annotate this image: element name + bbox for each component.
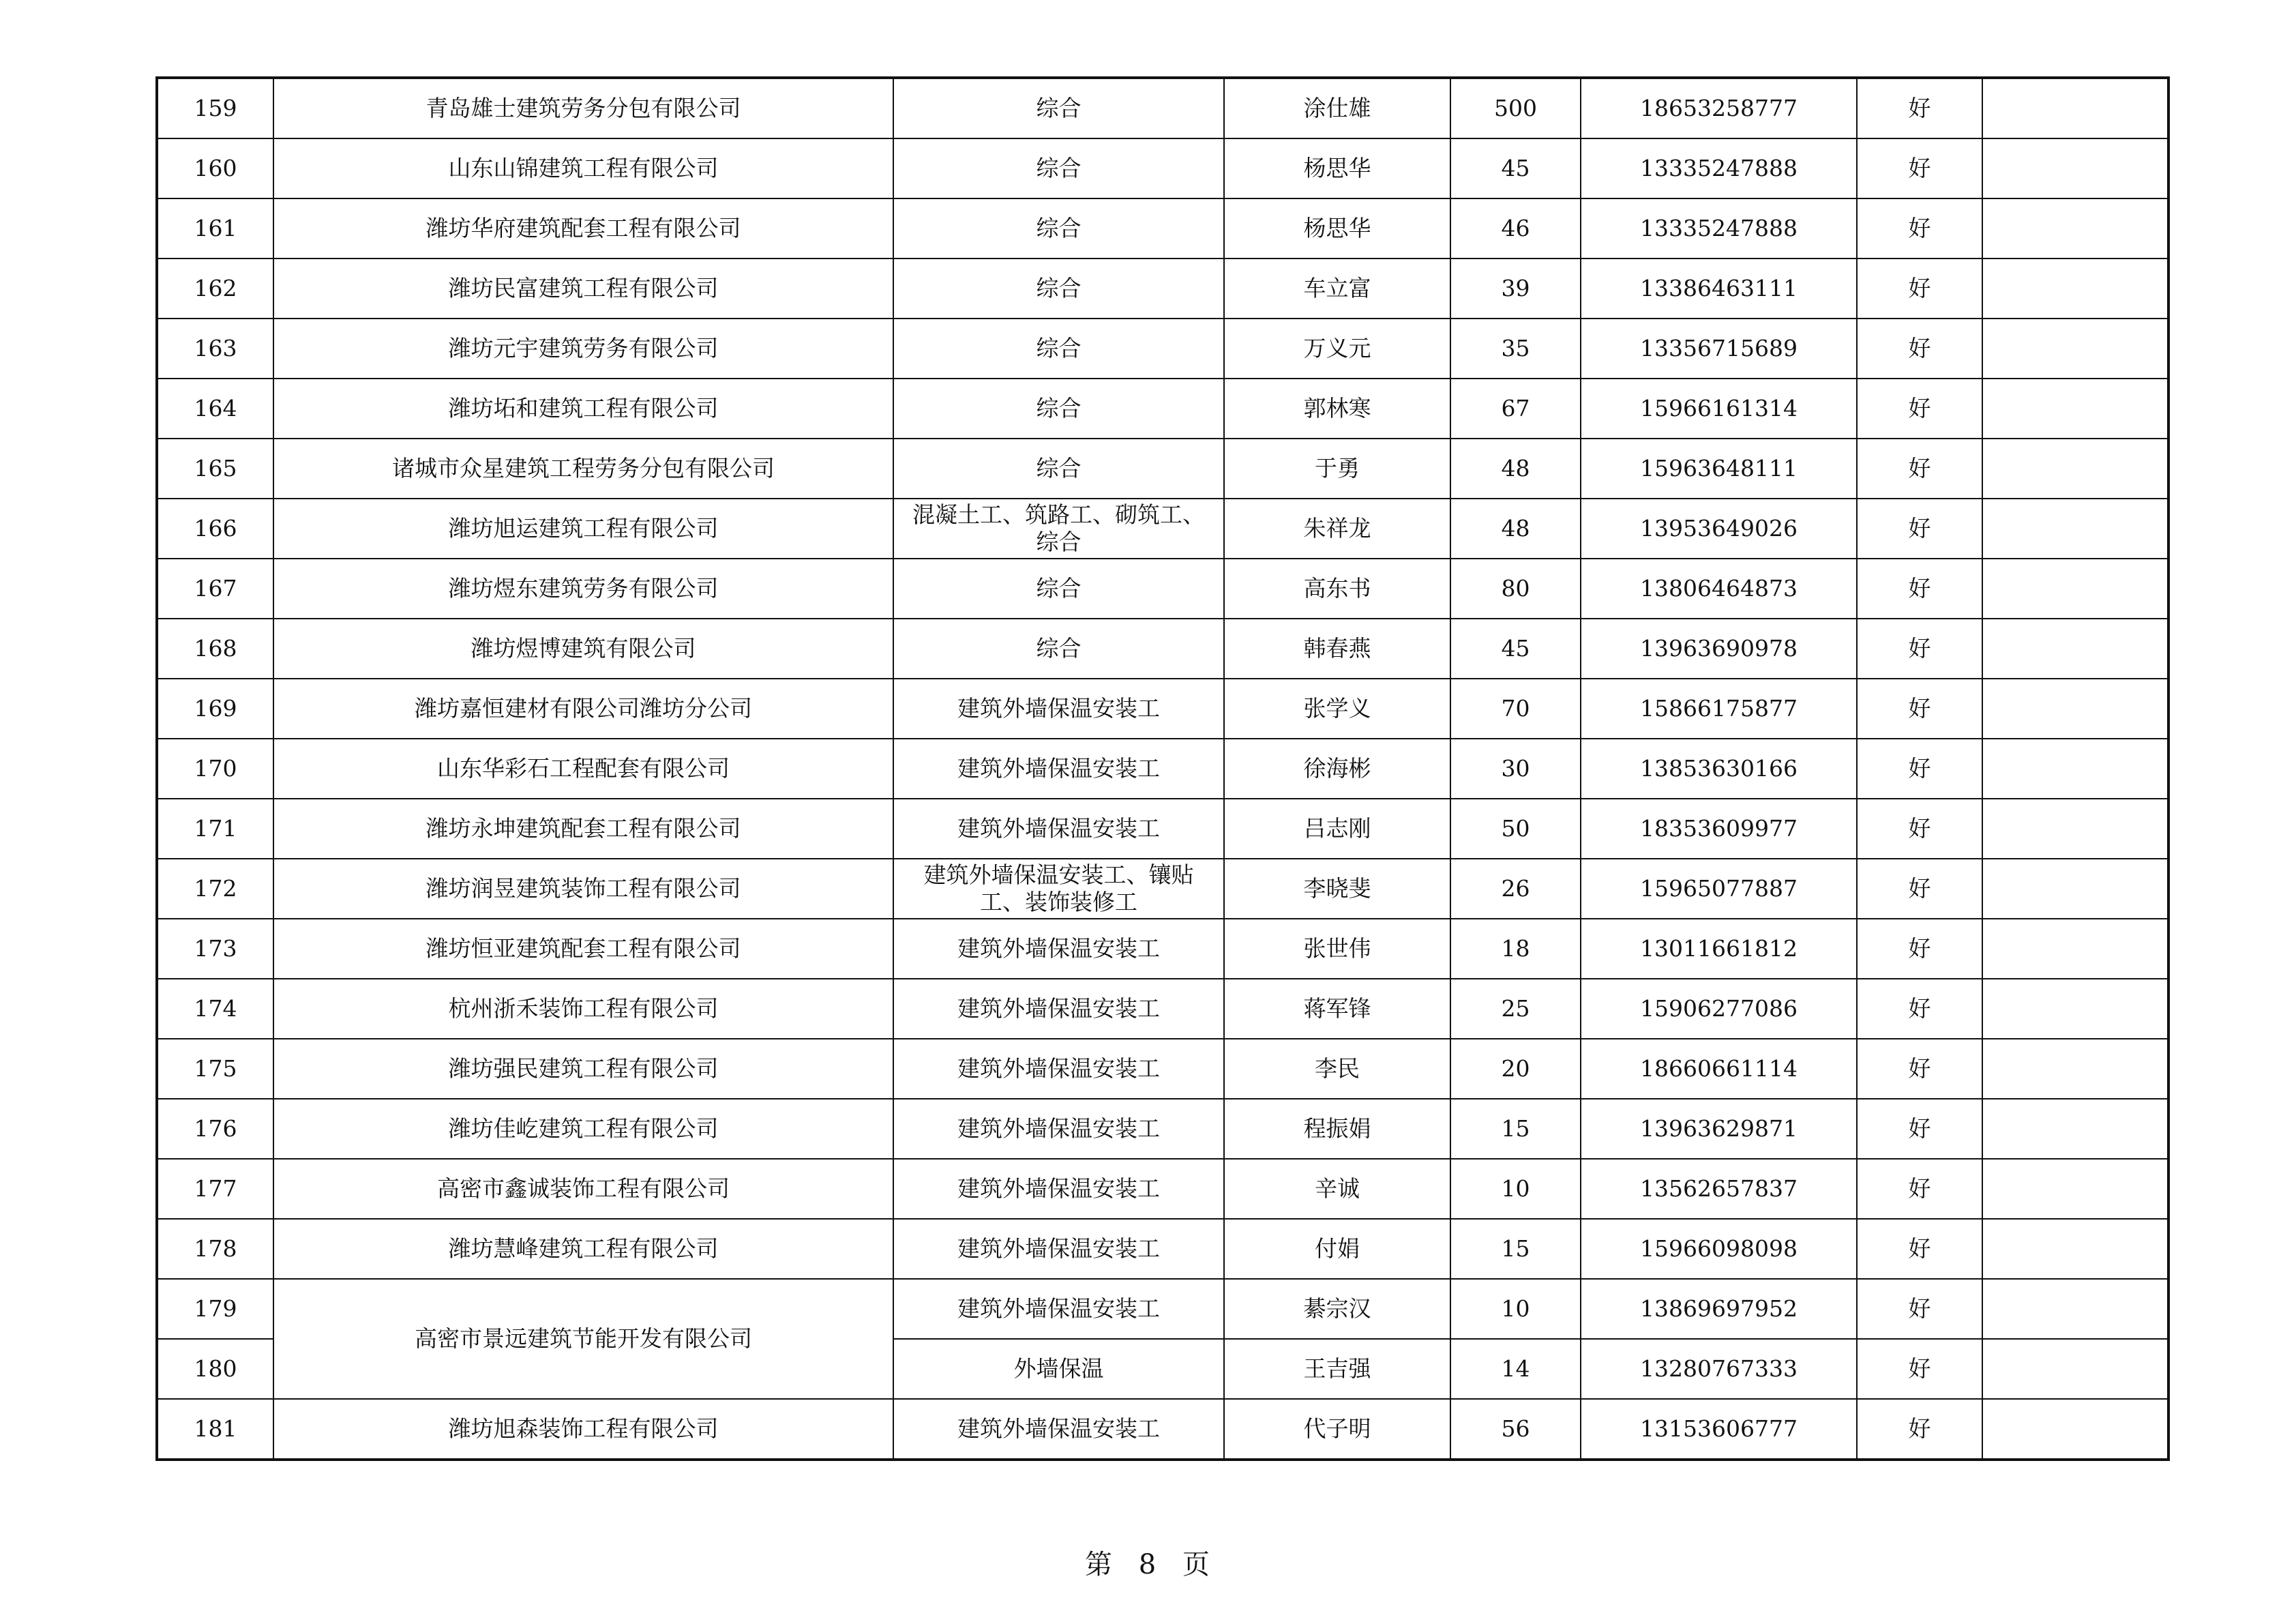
rating-cell: 好 (1857, 1039, 1982, 1099)
contact-person-cell: 王吉强 (1224, 1339, 1450, 1399)
rating-cell: 好 (1857, 1099, 1982, 1159)
trade-cell: 建筑外墙保温安装工 (893, 1279, 1224, 1339)
phone-cell: 15966161314 (1581, 379, 1857, 439)
row-number-cell: 175 (157, 1039, 273, 1099)
table-row (157, 919, 2168, 979)
trade-cell: 综合 (893, 198, 1224, 259)
remarks-cell (1982, 1399, 2168, 1460)
worker-count-cell: 50 (1450, 799, 1581, 859)
worker-count-cell: 10 (1450, 1279, 1581, 1339)
rating-cell: 好 (1857, 859, 1982, 919)
remarks-cell (1982, 559, 2168, 619)
page-label-prefix: 第 (1085, 1549, 1114, 1580)
row-number-cell: 177 (157, 1159, 273, 1219)
phone-cell: 13011661812 (1581, 919, 1857, 979)
trade-cell: 建筑外墙保温安装工 (893, 1219, 1224, 1279)
worker-count-cell: 45 (1450, 138, 1581, 198)
remarks-cell (1982, 1099, 2168, 1159)
trade-cell: 建筑外墙保温安装工 (893, 739, 1224, 799)
remarks-cell (1982, 1219, 2168, 1279)
worker-count-cell: 67 (1450, 379, 1581, 439)
phone-cell: 13806464873 (1581, 559, 1857, 619)
phone-cell: 13953649026 (1581, 499, 1857, 559)
table-row (157, 1039, 2168, 1099)
phone-cell: 13562657837 (1581, 1159, 1857, 1219)
remarks-cell (1982, 259, 2168, 319)
trade-cell: 综合 (893, 379, 1224, 439)
contact-person-cell: 付娟 (1224, 1219, 1450, 1279)
worker-count-cell: 30 (1450, 739, 1581, 799)
phone-cell: 15965077887 (1581, 859, 1857, 919)
row-number-cell: 168 (157, 619, 273, 679)
table-row (157, 439, 2168, 499)
table-row (157, 799, 2168, 859)
company-name-cell: 山东山锦建筑工程有限公司 (273, 138, 893, 198)
company-name-cell: 潍坊华府建筑配套工程有限公司 (273, 198, 893, 259)
rating-cell: 好 (1857, 379, 1982, 439)
table-row (157, 499, 2168, 559)
worker-count-cell: 10 (1450, 1159, 1581, 1219)
contact-person-cell: 万义元 (1224, 319, 1450, 379)
company-name-cell: 诸城市众星建筑工程劳务分包有限公司 (273, 439, 893, 499)
remarks-cell (1982, 799, 2168, 859)
company-name-cell: 潍坊坧和建筑工程有限公司 (273, 379, 893, 439)
rating-cell: 好 (1857, 919, 1982, 979)
remarks-cell (1982, 138, 2168, 198)
phone-cell: 15963648111 (1581, 439, 1857, 499)
rating-cell: 好 (1857, 799, 1982, 859)
trade-cell: 综合 (893, 559, 1224, 619)
table-row (157, 619, 2168, 679)
contact-person-cell: 杨思华 (1224, 198, 1450, 259)
table-row (157, 559, 2168, 619)
phone-cell: 13963690978 (1581, 619, 1857, 679)
worker-count-cell: 15 (1450, 1219, 1581, 1279)
worker-count-cell: 70 (1450, 679, 1581, 739)
contact-person-cell: 车立富 (1224, 259, 1450, 319)
rating-cell: 好 (1857, 1219, 1982, 1279)
phone-cell: 15906277086 (1581, 979, 1857, 1039)
phone-cell: 13335247888 (1581, 198, 1857, 259)
company-name-cell: 高密市鑫诚装饰工程有限公司 (273, 1159, 893, 1219)
rating-cell: 好 (1857, 1339, 1982, 1399)
rating-cell: 好 (1857, 1159, 1982, 1219)
table-row (157, 859, 2168, 919)
remarks-cell (1982, 1039, 2168, 1099)
worker-count-cell: 46 (1450, 198, 1581, 259)
rating-cell: 好 (1857, 138, 1982, 198)
contact-person-cell: 涂仕雄 (1224, 78, 1450, 138)
row-number-cell: 176 (157, 1099, 273, 1159)
table-row (157, 1219, 2168, 1279)
table-row (157, 739, 2168, 799)
remarks-cell (1982, 1339, 2168, 1399)
contact-person-cell: 代子明 (1224, 1399, 1450, 1460)
row-number-cell: 173 (157, 919, 273, 979)
company-name-cell: 潍坊煜博建筑有限公司 (273, 619, 893, 679)
row-number-cell: 178 (157, 1219, 273, 1279)
row-number-cell: 162 (157, 259, 273, 319)
row-number-cell: 160 (157, 138, 273, 198)
row-number-cell: 166 (157, 499, 273, 559)
rating-cell: 好 (1857, 319, 1982, 379)
phone-cell: 13963629871 (1581, 1099, 1857, 1159)
trade-cell: 综合 (893, 619, 1224, 679)
table-row (157, 1279, 2168, 1339)
trade-cell: 建筑外墙保温安装工 (893, 799, 1224, 859)
trade-cell: 外墙保温 (893, 1339, 1224, 1399)
remarks-cell (1982, 679, 2168, 739)
contact-person-cell: 李晓斐 (1224, 859, 1450, 919)
rating-cell: 好 (1857, 499, 1982, 559)
table-row (157, 1399, 2168, 1460)
company-name-cell: 潍坊润昱建筑装饰工程有限公司 (273, 859, 893, 919)
company-name-cell: 潍坊永坤建筑配套工程有限公司 (273, 799, 893, 859)
trade-cell: 混凝土工、筑路工、砌筑工、综合 (893, 499, 1224, 559)
phone-cell: 13853630166 (1581, 739, 1857, 799)
phone-cell: 18660661114 (1581, 1039, 1857, 1099)
contact-person-cell: 韩春燕 (1224, 619, 1450, 679)
row-number-cell: 170 (157, 739, 273, 799)
row-number-cell: 179 (157, 1279, 273, 1339)
contact-person-cell: 徐海彬 (1224, 739, 1450, 799)
trade-cell: 综合 (893, 439, 1224, 499)
remarks-cell (1982, 919, 2168, 979)
contact-person-cell: 蒋军锋 (1224, 979, 1450, 1039)
trade-cell: 建筑外墙保温安装工 (893, 1399, 1224, 1460)
row-number-cell: 172 (157, 859, 273, 919)
remarks-cell (1982, 198, 2168, 259)
rating-cell: 好 (1857, 78, 1982, 138)
remarks-cell (1982, 1159, 2168, 1219)
remarks-cell (1982, 1279, 2168, 1339)
row-number-cell: 169 (157, 679, 273, 739)
contact-person-cell: 朱祥龙 (1224, 499, 1450, 559)
phone-cell: 13386463111 (1581, 259, 1857, 319)
contact-person-cell: 郭林寒 (1224, 379, 1450, 439)
remarks-cell (1982, 78, 2168, 138)
company-name-cell: 潍坊慧峰建筑工程有限公司 (273, 1219, 893, 1279)
rating-cell: 好 (1857, 259, 1982, 319)
table-row (157, 198, 2168, 259)
phone-cell: 13153606777 (1581, 1399, 1857, 1460)
worker-count-cell: 56 (1450, 1399, 1581, 1460)
table-row (157, 259, 2168, 319)
remarks-cell (1982, 379, 2168, 439)
trade-cell: 建筑外墙保温安装工 (893, 979, 1224, 1039)
page-label-suffix: 页 (1182, 1549, 1211, 1580)
company-name-cell: 潍坊元宇建筑劳务有限公司 (273, 319, 893, 379)
roster-table-body (157, 78, 2168, 1460)
worker-count-cell: 14 (1450, 1339, 1581, 1399)
company-name-cell: 高密市景远建筑节能开发有限公司 (273, 1279, 893, 1399)
table-row (157, 138, 2168, 198)
company-name-cell: 潍坊煜东建筑劳务有限公司 (273, 559, 893, 619)
remarks-cell (1982, 979, 2168, 1039)
trade-cell: 建筑外墙保温安装工 (893, 1159, 1224, 1219)
remarks-cell (1982, 499, 2168, 559)
phone-cell: 13335247888 (1581, 138, 1857, 198)
phone-cell: 13869697952 (1581, 1279, 1857, 1339)
worker-count-cell: 20 (1450, 1039, 1581, 1099)
contact-person-cell: 张学义 (1224, 679, 1450, 739)
row-number-cell: 161 (157, 198, 273, 259)
table-row (157, 679, 2168, 739)
row-number-cell: 165 (157, 439, 273, 499)
worker-count-cell: 500 (1450, 78, 1581, 138)
company-name-cell: 潍坊旭森装饰工程有限公司 (273, 1399, 893, 1460)
company-name-cell: 潍坊佳屹建筑工程有限公司 (273, 1099, 893, 1159)
worker-count-cell: 15 (1450, 1099, 1581, 1159)
company-name-cell: 青岛雄士建筑劳务分包有限公司 (273, 78, 893, 138)
worker-count-cell: 45 (1450, 619, 1581, 679)
worker-count-cell: 39 (1450, 259, 1581, 319)
page-number: 8 (1138, 1549, 1158, 1580)
company-name-cell: 潍坊旭运建筑工程有限公司 (273, 499, 893, 559)
trade-cell: 建筑外墙保温安装工、镶贴工、装饰装修工 (893, 859, 1224, 919)
company-name-cell: 潍坊嘉恒建材有限公司潍坊分公司 (273, 679, 893, 739)
row-number-cell: 181 (157, 1399, 273, 1460)
table-row (157, 1099, 2168, 1159)
phone-cell: 15866175877 (1581, 679, 1857, 739)
worker-count-cell: 26 (1450, 859, 1581, 919)
remarks-cell (1982, 619, 2168, 679)
row-number-cell: 171 (157, 799, 273, 859)
contact-person-cell: 高东书 (1224, 559, 1450, 619)
contact-person-cell: 张世伟 (1224, 919, 1450, 979)
worker-count-cell: 25 (1450, 979, 1581, 1039)
table-row (157, 78, 2168, 138)
trade-cell: 建筑外墙保温安装工 (893, 919, 1224, 979)
phone-cell: 13280767333 (1581, 1339, 1857, 1399)
table-row (157, 1159, 2168, 1219)
trade-cell: 建筑外墙保温安装工 (893, 1039, 1224, 1099)
trade-cell: 综合 (893, 259, 1224, 319)
page-footer (0, 1543, 2296, 1582)
row-number-cell: 159 (157, 78, 273, 138)
contact-person-cell: 吕志刚 (1224, 799, 1450, 859)
contact-person-cell: 綦宗汉 (1224, 1279, 1450, 1339)
row-number-cell: 167 (157, 559, 273, 619)
remarks-cell (1982, 859, 2168, 919)
worker-count-cell: 18 (1450, 919, 1581, 979)
company-name-cell: 潍坊民富建筑工程有限公司 (273, 259, 893, 319)
rating-cell: 好 (1857, 559, 1982, 619)
table-row (157, 979, 2168, 1039)
rating-cell: 好 (1857, 619, 1982, 679)
contact-person-cell: 程振娟 (1224, 1099, 1450, 1159)
company-name-cell: 潍坊恒亚建筑配套工程有限公司 (273, 919, 893, 979)
remarks-cell (1982, 439, 2168, 499)
phone-cell: 18353609977 (1581, 799, 1857, 859)
rating-cell: 好 (1857, 1279, 1982, 1339)
contact-person-cell: 李民 (1224, 1039, 1450, 1099)
table-row (157, 379, 2168, 439)
row-number-cell: 180 (157, 1339, 273, 1399)
row-number-cell: 164 (157, 379, 273, 439)
trade-cell: 综合 (893, 138, 1224, 198)
company-name-cell: 潍坊强民建筑工程有限公司 (273, 1039, 893, 1099)
row-number-cell: 163 (157, 319, 273, 379)
phone-cell: 13356715689 (1581, 319, 1857, 379)
rating-cell: 好 (1857, 1399, 1982, 1460)
rating-cell: 好 (1857, 198, 1982, 259)
contact-person-cell: 于勇 (1224, 439, 1450, 499)
worker-count-cell: 35 (1450, 319, 1581, 379)
remarks-cell (1982, 319, 2168, 379)
rating-cell: 好 (1857, 979, 1982, 1039)
rating-cell: 好 (1857, 679, 1982, 739)
phone-cell: 18653258777 (1581, 78, 1857, 138)
table-row (157, 319, 2168, 379)
company-name-cell: 杭州浙禾装饰工程有限公司 (273, 979, 893, 1039)
worker-count-cell: 48 (1450, 499, 1581, 559)
rating-cell: 好 (1857, 739, 1982, 799)
rating-cell: 好 (1857, 439, 1982, 499)
trade-cell: 建筑外墙保温安装工 (893, 1099, 1224, 1159)
company-roster-table (155, 76, 2170, 1461)
company-name-cell: 山东华彩石工程配套有限公司 (273, 739, 893, 799)
contact-person-cell: 杨思华 (1224, 138, 1450, 198)
trade-cell: 综合 (893, 78, 1224, 138)
worker-count-cell: 80 (1450, 559, 1581, 619)
worker-count-cell: 48 (1450, 439, 1581, 499)
contact-person-cell: 辛诚 (1224, 1159, 1450, 1219)
phone-cell: 15966098098 (1581, 1219, 1857, 1279)
row-number-cell: 174 (157, 979, 273, 1039)
trade-cell: 综合 (893, 319, 1224, 379)
trade-cell: 建筑外墙保温安装工 (893, 679, 1224, 739)
remarks-cell (1982, 739, 2168, 799)
